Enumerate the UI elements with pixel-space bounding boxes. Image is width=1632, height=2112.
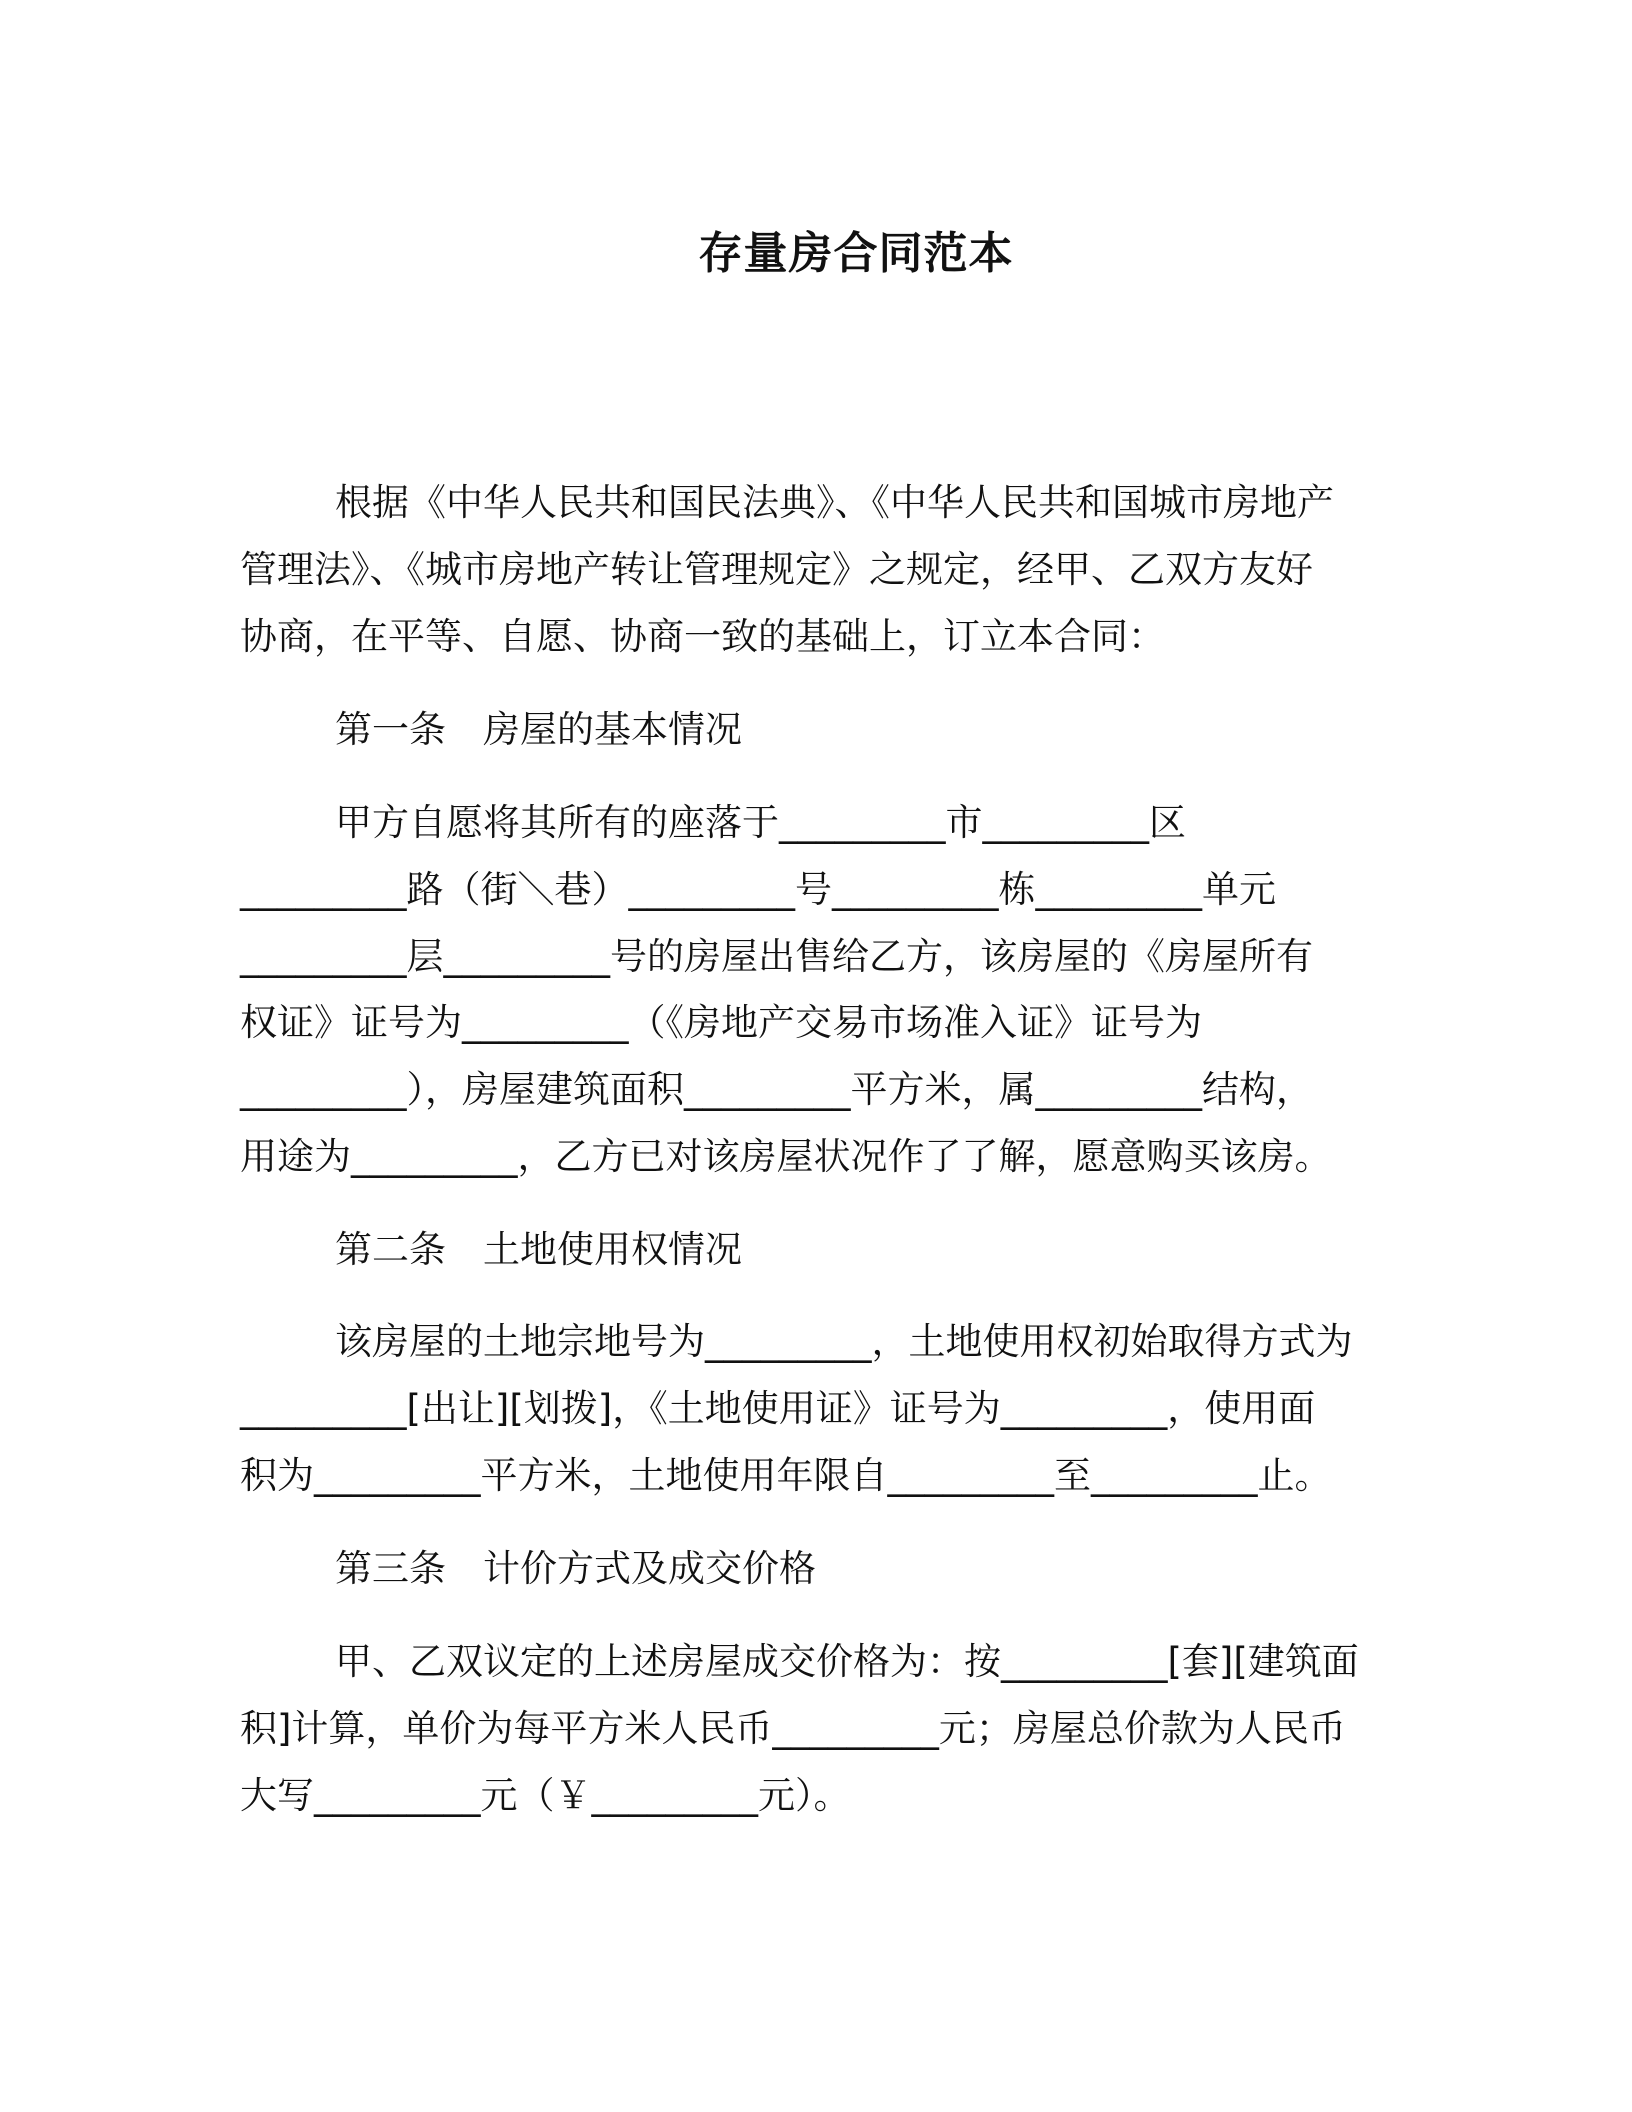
intro-line-2: 管理法》、《城市房地产转让管理规定》之规定，经甲、乙双方友好	[240, 548, 1313, 591]
article-2-line-1: 该房屋的土地宗地号为_________，土地使用权初始取得方式为	[335, 1320, 1353, 1363]
intro-line-3: 协商，在平等、自愿、协商一致的基础上，订立本合同：	[240, 615, 1165, 658]
article-1-line-3: _________层_________号的房屋出售给乙方，该房屋的《房屋所有	[240, 935, 1313, 978]
article-1-line-5: _________），房屋建筑面积_________平方米，属_________结构，	[240, 1068, 1313, 1111]
intro-line-1: 根据《中华人民共和国民法典》、《中华人民共和国城市房地产	[335, 481, 1334, 524]
article-1-heading: 第一条 房屋的基本情况	[335, 708, 742, 751]
article-2-line-3: 积为_________平方米，土地使用年限自_________至_________止。	[240, 1454, 1332, 1497]
article-3-line-2: 积]计算，单价为每平方米人民币_________元；房屋总价款为人民币	[240, 1707, 1346, 1750]
article-3-line-1: 甲、乙双议定的上述房屋成交价格为：按_________[套][建筑面	[335, 1640, 1359, 1683]
article-2-heading: 第二条 土地使用权情况	[335, 1228, 742, 1271]
article-2-line-2: _________[出让][划拨]，《土地使用证》证号为_________，使用面	[240, 1387, 1316, 1430]
document-title: 存量房合同范本	[698, 228, 1014, 279]
article-1-line-4: 权证》证号为_________（《房地产交易市场准入证》证号为	[240, 1001, 1202, 1044]
article-3-heading: 第三条 计价方式及成交价格	[335, 1547, 816, 1590]
article-1-line-2: _________路（街＼巷）_________号_________栋_________单元	[240, 868, 1276, 911]
article-1-line-1: 甲方自愿将其所有的座落于_________市_________区	[335, 801, 1186, 844]
article-1-line-6: 用途为_________，乙方已对该房屋状况作了了解，愿意购买该房。	[240, 1135, 1332, 1178]
article-3-line-3: 大写_________元（￥_________元）。	[240, 1774, 851, 1817]
